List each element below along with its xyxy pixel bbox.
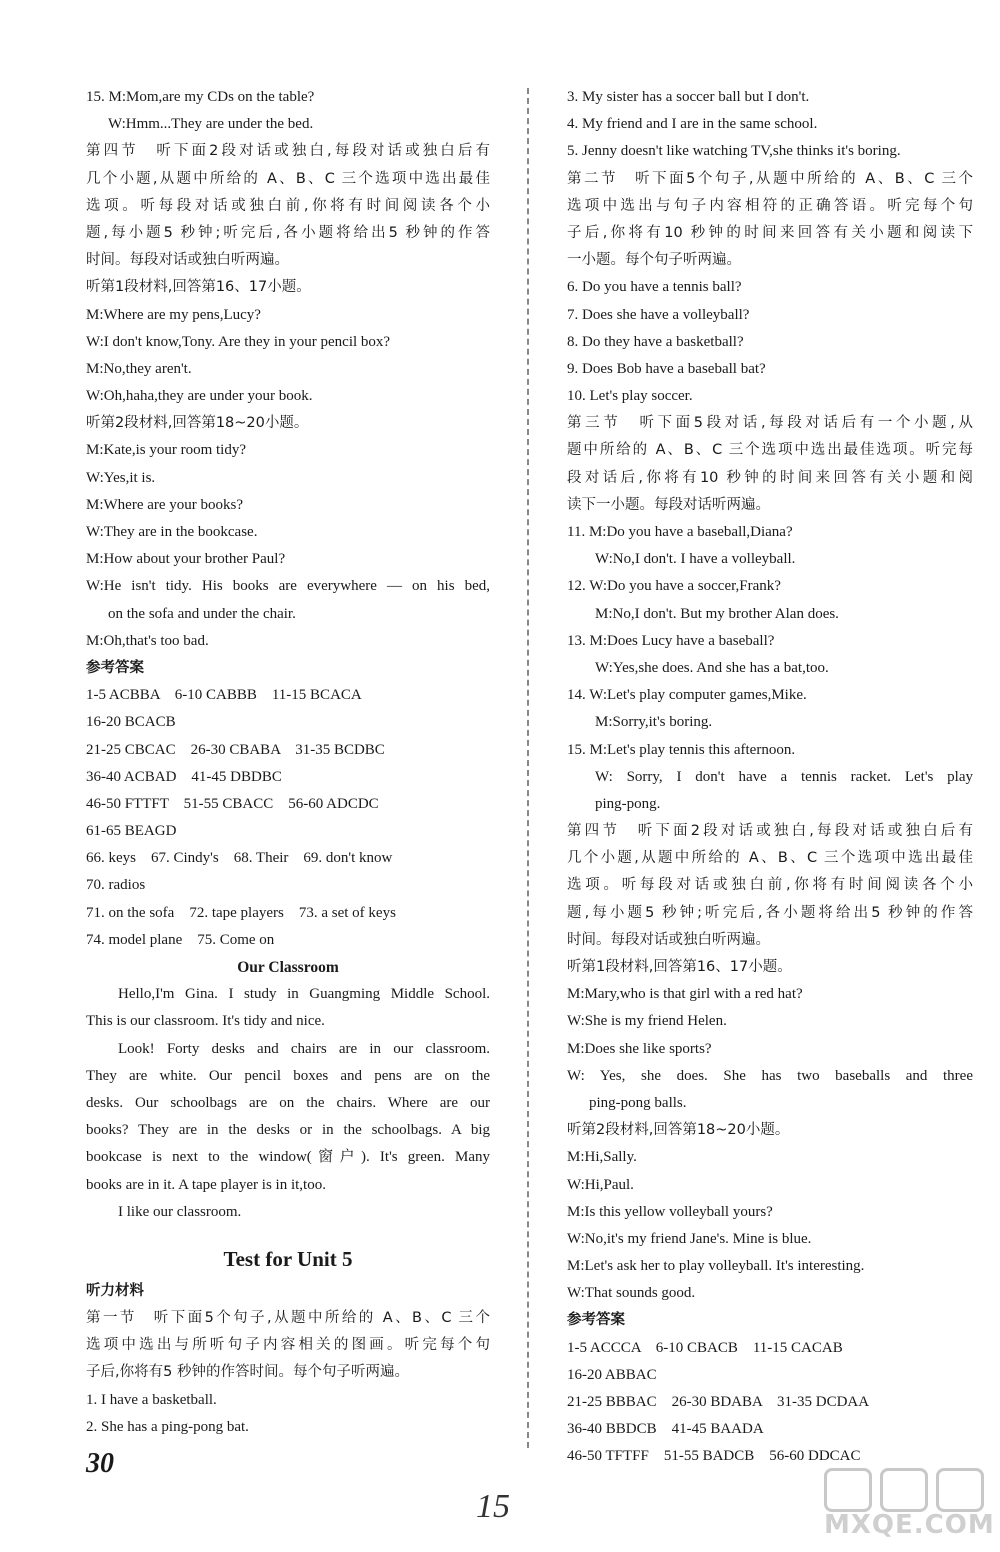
text-line: 子后,你将有10 秒钟的时间来回答有关小题和阅读下 — [567, 224, 973, 241]
watermark-text: MXQE.COM — [824, 1510, 995, 1540]
text-line: 16-20 BCACB — [86, 714, 176, 731]
passage-title: Our Classroom — [237, 959, 339, 976]
text-line: 选项中选出与句子内容相符的正确答语。听完每个句 — [567, 197, 973, 214]
text-line: 14. W:Let's play computer games,Mike. — [567, 687, 807, 704]
text-line: M:Where are your books? — [86, 496, 244, 513]
text-line: ping-pong. — [595, 795, 661, 812]
text-line: 61-65 BEAGD — [86, 823, 177, 840]
text-line: 子后,你将有5 秒钟的作答时间。每个句子听两遍。 — [86, 1364, 409, 1381]
text-line: 第三节 听下面5段对话,每段对话后有一个小题,从 — [567, 415, 973, 432]
text-line: W:That sounds good. — [567, 1285, 696, 1302]
text-line: M:No,they aren't. — [86, 360, 192, 377]
text-line: 题,每小题5 秒钟;听完后,各小题将给出5 秒钟的作答 — [567, 904, 973, 921]
text-line: W:Hmm...They are under the bed. — [108, 116, 314, 133]
text-line: M:No,I don't. But my brother Alan does. — [595, 605, 839, 622]
text-line: Hello,I'm Gina. I study in Guangming Middle School. — [118, 986, 490, 1003]
text-line: W: Yes, she does. She has two baseballs and three — [567, 1067, 973, 1084]
text-line: 第四节 听下面2段对话或独白,每段对话或独白后有 — [86, 143, 490, 160]
text-line: 74. model plane 75. Come on — [86, 931, 275, 948]
text-line: desks. Our schoolbags are on the chairs. Where are our — [86, 1094, 490, 1111]
left-column — [86, 84, 490, 1441]
text-line: 11. M:Do you have a baseball,Diana? — [567, 524, 793, 540]
text-line: 70. radios — [86, 877, 146, 894]
text-line: 1-5 ACCCA 6-10 CBACB 11-15 CACAB — [567, 1339, 843, 1356]
text-line: 1-5 ACBBA 6-10 CABBB 11-15 BCACA — [86, 687, 362, 704]
watermark-box-3 — [936, 1468, 984, 1512]
section-title: Test for Unit 5 — [223, 1246, 353, 1271]
text-line: 段对话后,你将有10 秒钟的时间来回答有关小题和阅 — [567, 469, 973, 486]
text-line: W:Yes,it is. — [86, 469, 156, 486]
text-line: books? They are in the desks or in the schoolbags. A big — [86, 1122, 490, 1139]
text-line: W:She is my friend Helen. — [567, 1013, 727, 1030]
text-line: ping-pong balls. — [589, 1094, 687, 1111]
text-line: 66. keys 67. Cindy's 68. Their 69. don't know — [86, 850, 393, 867]
text-line: M:Does she like sports? — [567, 1040, 712, 1057]
text-line: 题中所给的 A、B、C 三个选项中选出最佳选项。听完每 — [567, 442, 973, 459]
text-line: M:Kate,is your room tidy? — [86, 442, 246, 459]
text-line: 第一节 听下面5个句子,从题中所给的 A、B、C 三个 — [86, 1310, 490, 1327]
text-line: 听第1段材料,回答第16、17小题。 — [567, 959, 792, 975]
text-line: M:Sorry,it's boring. — [595, 714, 713, 731]
text-line: 3. My sister has a soccer ball but I don't. — [567, 89, 810, 105]
text-line: on the sofa and under the chair. — [108, 605, 296, 622]
text-line: M:Let's ask her to play volleyball. It's interesting. — [567, 1258, 865, 1275]
text-line: 选项。听每段对话或独白前,你将有时间阅读各个小 — [567, 877, 973, 894]
text-line: W: Sorry, I don't have a tennis racket. Let's play — [595, 768, 973, 785]
text-line: 时间。每段对话或独白听两遍。 — [567, 931, 770, 948]
text-line: 12. W:Do you have a soccer,Frank? — [567, 578, 781, 595]
text-line: W:Oh,haha,they are under your book. — [86, 388, 313, 405]
text-line: bookcase is next to the window(窗户). It's green. Many — [86, 1149, 490, 1166]
text-line: M:Where are my pens,Lucy? — [86, 306, 261, 323]
text-line: 16-20 ABBAC — [567, 1366, 657, 1383]
text-line: M:Mary,who is that girl with a red hat? — [567, 986, 803, 1003]
text-line: 71. on the sofa 72. tape players 73. a set of keys — [86, 904, 396, 921]
text-line: 13. M:Does Lucy have a baseball? — [567, 632, 775, 649]
text-line: 1. I have a basketball. — [86, 1391, 217, 1408]
text-line: They are white. Our pencil boxes and pens are on the — [86, 1067, 490, 1084]
text-line: 第四节 听下面2段对话或独白,每段对话或独白后有 — [567, 823, 973, 840]
right-column — [567, 84, 973, 1471]
text-line: 7. Does she have a volleyball? — [567, 306, 750, 323]
section-heading: 听力材料 — [86, 1282, 144, 1299]
text-line: W:No,it's my friend Jane's. Mine is blue. — [567, 1230, 812, 1247]
text-line: M:How about your brother Paul? — [86, 551, 286, 568]
text-line: 听第1段材料,回答第16、17小题。 — [86, 279, 311, 296]
text-line: W:They are in the bookcase. — [86, 524, 258, 540]
text-line: 读下一小题。每段对话听两遍。 — [567, 496, 770, 513]
text-line: 几个小题,从题中所给的 A、B、C 三个选项中选出最佳 — [567, 850, 973, 867]
text-line: 2. She has a ping-pong bat. — [86, 1418, 249, 1435]
handwritten-mark: 15 — [476, 1488, 510, 1525]
page-number: 30 — [86, 1448, 114, 1479]
text-line: 听第2段材料,回答第18~20小题。 — [86, 415, 309, 432]
section-heading: 参考答案 — [86, 659, 144, 676]
text-line: 8. Do they have a basketball? — [567, 333, 744, 350]
text-line: 10. Let's play soccer. — [567, 388, 693, 405]
text-line: 21-25 BBBAC 26-30 BDABA 31-35 DCDAA — [567, 1394, 870, 1410]
text-line: 21-25 CBCAC 26-30 CBABA 31-35 BCDBC — [86, 741, 385, 758]
text-line: I like our classroom. — [118, 1203, 242, 1220]
watermark-box-2 — [880, 1468, 928, 1512]
text-line: W:He isn't tidy. His books are everywhere — on his bed, — [86, 578, 490, 595]
text-line: 46-50 TFTFF 51-55 BADCB 56-60 DDCAC — [567, 1448, 861, 1465]
text-line: W:Hi,Paul. — [567, 1176, 634, 1193]
column-divider — [527, 88, 529, 1448]
text-line: 15. M:Mom,are my CDs on the table? — [86, 89, 315, 105]
text-line: 时间。每段对话或独白听两遍。 — [86, 252, 289, 269]
text-line: 36-40 ACBAD 41-45 DBDBC — [86, 768, 282, 785]
section-heading: 参考答案 — [567, 1312, 625, 1329]
text-line: 一小题。每个句子听两遍。 — [567, 252, 741, 269]
text-line: This is our classroom. It's tidy and nice. — [86, 1013, 325, 1030]
text-line: 听第2段材料,回答第18~20小题。 — [567, 1122, 790, 1139]
text-line: 选项。听每段对话或独白前,你将有时间阅读各个小 — [86, 197, 490, 214]
text-line: M:Oh,that's too bad. — [86, 632, 209, 649]
text-line: 36-40 BBDCB 41-45 BAADA — [567, 1421, 764, 1438]
text-line: 4. My friend and I are in the same school. — [567, 116, 818, 133]
text-line: books are in it. A tape player is in it,too. — [86, 1176, 326, 1193]
text-line: 5. Jenny doesn't like watching TV,she thinks it's boring. — [567, 143, 901, 160]
text-line: W:No,I don't. I have a volleyball. — [595, 551, 796, 568]
text-line: 46-50 FTTFT 51-55 CBACC 56-60 ADCDC — [86, 795, 379, 812]
watermark-logo — [820, 1468, 995, 1546]
text-line: 第二节 听下面5个句子,从题中所给的 A、B、C 三个 — [567, 170, 973, 187]
text-line: W:Yes,she does. And she has a bat,too. — [595, 659, 829, 676]
text-line: 15. M:Let's play tennis this afternoon. — [567, 741, 796, 758]
text-line: 6. Do you have a tennis ball? — [567, 279, 742, 296]
text-line: 几个小题,从题中所给的 A、B、C 三个选项中选出最佳 — [86, 170, 490, 187]
text-line: M:Is this yellow volleyball yours? — [567, 1203, 773, 1220]
text-line: 题,每小题5 秒钟;听完后,各小题将给出5 秒钟的作答 — [86, 224, 490, 241]
text-line: 选项中选出与所听句子内容相关的图画。听完每个句 — [86, 1337, 490, 1354]
text-line: W:I don't know,Tony. Are they in your pencil box? — [86, 333, 391, 350]
text-line: Look! Forty desks and chairs are in our classroom. — [118, 1040, 490, 1057]
text-line: 9. Does Bob have a baseball bat? — [567, 360, 766, 377]
text-line: M:Hi,Sally. — [567, 1149, 637, 1166]
watermark-box-1 — [824, 1468, 872, 1512]
